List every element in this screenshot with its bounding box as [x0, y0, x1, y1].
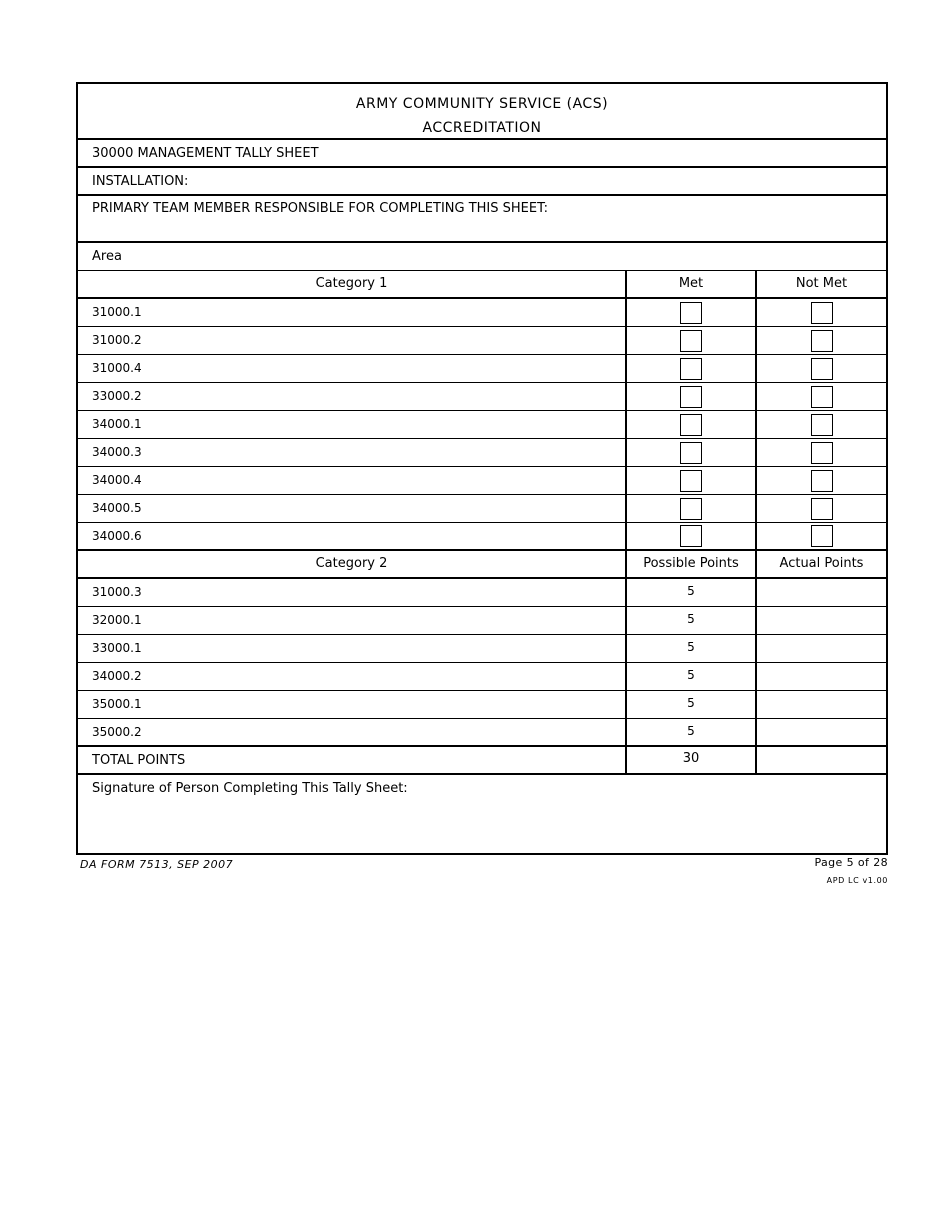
actual-points-field[interactable] [757, 579, 886, 606]
category2-item-code: 35000.1 [78, 691, 627, 718]
not-met-checkbox[interactable] [811, 442, 833, 464]
possible-points-value: 5 [627, 691, 757, 718]
category1-item-code: 34000.4 [78, 467, 627, 494]
form-header [78, 84, 886, 140]
actual-points-field[interactable] [757, 719, 886, 745]
possible-points-column-header: Possible Points [627, 551, 757, 577]
primary-team-member-field[interactable]: PRIMARY TEAM MEMBER RESPONSIBLE FOR COMPLETING THIS SHEET: [78, 196, 886, 243]
not-met-checkbox[interactable] [811, 330, 833, 352]
installation-field[interactable]: INSTALLATION: [78, 168, 886, 196]
possible-points-value: 5 [627, 607, 757, 634]
total-possible-points: 30 [627, 747, 757, 773]
actual-points-column-header: Actual Points [779, 556, 864, 571]
form-header-line2: ACCREDITATION [422, 120, 542, 136]
category1-item-code: 31000.4 [78, 355, 627, 382]
met-checkbox[interactable] [680, 330, 702, 352]
not-met-checkbox[interactable] [811, 358, 833, 380]
not-met-checkbox[interactable] [811, 414, 833, 436]
category1-row [78, 495, 886, 523]
category1-row [78, 327, 886, 355]
not-met-checkbox[interactable] [811, 525, 833, 547]
category1-item-code: 31000.2 [78, 327, 627, 354]
category2-row [78, 719, 886, 747]
not-met-checkbox[interactable] [811, 470, 833, 492]
met-checkbox[interactable] [680, 525, 702, 547]
category2-item-code: 35000.2 [78, 719, 627, 745]
met-checkbox[interactable] [680, 358, 702, 380]
category1-row [78, 355, 886, 383]
category2-row [78, 635, 886, 663]
total-points-label: TOTAL POINTS [78, 747, 627, 773]
actual-points-field[interactable] [757, 607, 886, 634]
category1-item-code: 31000.1 [78, 299, 627, 326]
signature-field[interactable]: Signature of Person Completing This Tally Sheet: [92, 781, 408, 796]
area-label: Area [78, 243, 886, 271]
category1-row [78, 439, 886, 467]
category2-header-row [78, 551, 886, 579]
met-checkbox[interactable] [680, 470, 702, 492]
actual-points-field[interactable] [757, 635, 886, 662]
met-checkbox[interactable] [680, 302, 702, 324]
category2-row [78, 663, 886, 691]
category2-row [78, 691, 886, 719]
total-actual-points-field[interactable] [757, 747, 886, 773]
category2-item-code: 33000.1 [78, 635, 627, 662]
category2-row [78, 607, 886, 635]
met-checkbox[interactable] [680, 386, 702, 408]
possible-points-value: 5 [627, 635, 757, 662]
category2-item-code: 31000.3 [78, 579, 627, 606]
page-number: Page 5 of 28 [814, 856, 888, 869]
category1-header-row [78, 271, 886, 299]
category1-item-code: 34000.1 [78, 411, 627, 438]
tally-sheet-form [76, 82, 888, 855]
category1-row [78, 411, 886, 439]
category1-item-code: 34000.3 [78, 439, 627, 466]
category1-row [78, 383, 886, 411]
form-header-line1: ARMY COMMUNITY SERVICE (ACS) [355, 96, 609, 112]
category1-item-code: 34000.5 [78, 495, 627, 522]
category1-row [78, 467, 886, 495]
possible-points-value: 5 [627, 579, 757, 606]
total-points-row [78, 747, 886, 775]
category1-label: Category 1 [78, 271, 627, 297]
met-checkbox[interactable] [680, 442, 702, 464]
not-met-checkbox[interactable] [811, 498, 833, 520]
category2-row [78, 579, 886, 607]
actual-points-field[interactable] [757, 691, 886, 718]
category1-row [78, 299, 886, 327]
possible-points-value: 5 [627, 663, 757, 690]
possible-points-value: 5 [627, 719, 757, 745]
category1-row [78, 523, 886, 551]
met-checkbox[interactable] [680, 498, 702, 520]
not-met-checkbox[interactable] [811, 302, 833, 324]
category1-item-code: 34000.6 [78, 523, 627, 549]
sheet-title: 30000 MANAGEMENT TALLY SHEET [78, 140, 886, 168]
category2-item-code: 34000.2 [78, 663, 627, 690]
met-column-header: Met [627, 271, 757, 297]
form-id: DA FORM 7513, SEP 2007 [80, 858, 234, 871]
category2-label: Category 2 [78, 551, 627, 577]
not-met-checkbox[interactable] [811, 386, 833, 408]
category2-item-code: 32000.1 [78, 607, 627, 634]
not-met-column-header: Not Met [795, 276, 848, 291]
met-checkbox[interactable] [680, 414, 702, 436]
version-label: APD LC v1.00 [826, 876, 888, 885]
category1-item-code: 33000.2 [78, 383, 627, 410]
actual-points-field[interactable] [757, 663, 886, 690]
